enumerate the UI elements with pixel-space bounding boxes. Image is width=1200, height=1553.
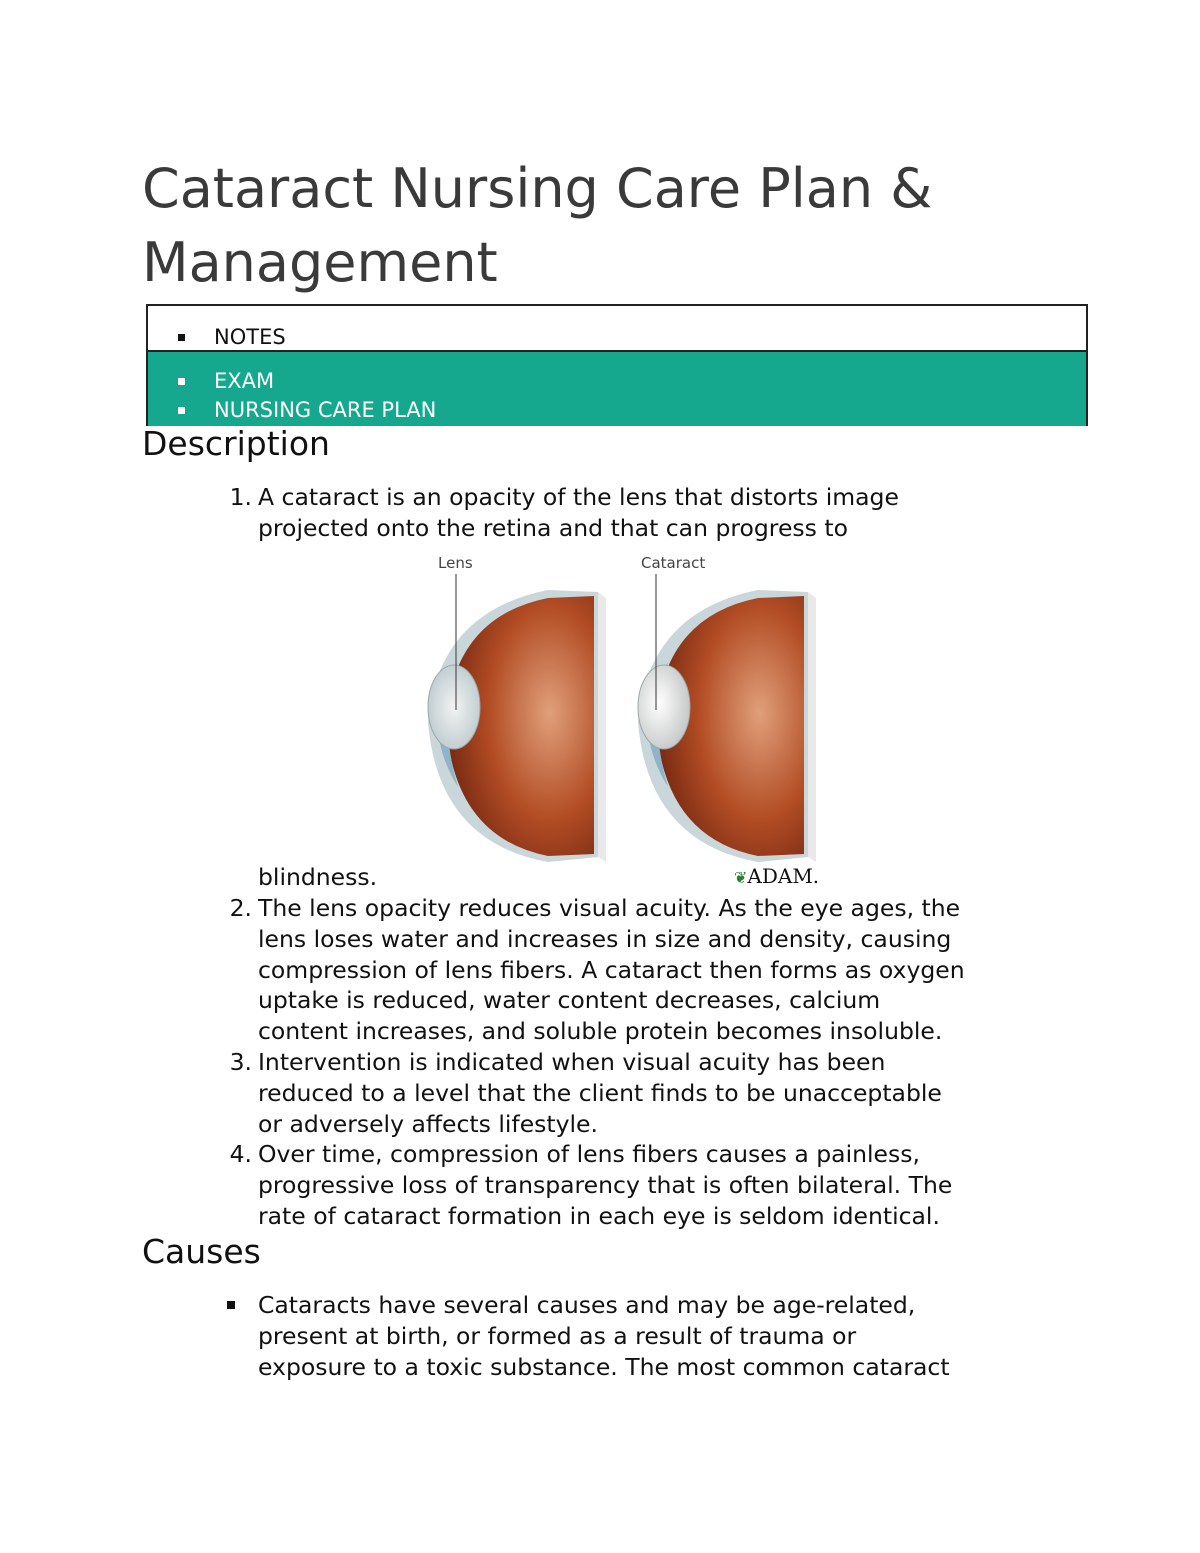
normal-eye [428,574,606,862]
nav-notes-row [146,304,1088,352]
text-line: progressive loss of transparency that is often bilateral. The [258,1170,953,1199]
leaf-icon: ❦ [734,868,748,887]
list-item-continuation [258,862,1068,893]
text-line: Over time, compression of lens fibers causes a painless, [258,1140,920,1168]
list-number: 4. [229,1140,252,1168]
text-line: present at birth, or formed as a result of trauma or [258,1321,857,1350]
nav-item-label: NOTES [214,325,286,349]
text-line: A cataract is an opacity of the lens that distorts image [258,483,899,511]
text-line: Intervention is indicated when visual acuity has been [258,1048,886,1076]
text-line: compression of lens fibers. A cataract then forms as oxygen [258,955,965,984]
list-item [229,1139,1068,1231]
nav-active-panel [146,352,1088,426]
text-line: or adversely affects lifestyle. [258,1109,598,1138]
bullet-icon [178,407,185,414]
section-heading-causes: Causes [142,1232,261,1271]
list-item [258,1290,1068,1382]
list-item [229,893,1068,1047]
figure-label-lens: Lens [438,554,473,572]
bullet-icon [178,334,185,341]
text-line: blindness. [258,863,378,891]
nav-item-notes[interactable] [178,324,286,350]
text-line: rate of cataract formation in each eye is seldom identical. [258,1201,940,1230]
list-item [229,1047,1068,1139]
text-line: exposure to a toxic substance. The most common cataract [258,1352,950,1381]
bullet-icon [178,378,185,385]
list-number: 3. [229,1048,252,1076]
bullet-icon [227,1301,235,1309]
page-title: Cataract Nursing Care Plan & Management [142,157,933,294]
text-line: The lens opacity reduces visual acuity. As the eye ages, the [258,894,961,922]
nav-item-label: EXAM [214,369,275,393]
text-line: Cataracts have several causes and may be age-related, [258,1291,916,1319]
nav-item-exam[interactable] [178,368,274,394]
section-heading-description: Description [142,424,330,463]
list-item [229,482,1068,544]
eye-anatomy-figure [398,552,828,892]
list-number: 1. [229,483,252,511]
cataract-eye [638,574,816,862]
nav-box [146,304,1088,426]
credit-text: ADAM. [747,864,820,888]
list-number: 2. [229,894,252,922]
nav-item-label: NURSING CARE PLAN [214,398,437,422]
eye-illustration [398,552,828,892]
text-line: projected onto the retina and that can progress to [258,513,848,542]
text-line: reduced to a level that the client finds to be unacceptable [258,1078,942,1107]
text-line: uptake is reduced, water content decreases, calcium [258,986,881,1015]
nav-item-nursing-care-plan[interactable] [178,397,436,423]
text-line: lens loses water and increases in size and density, causing [258,924,952,953]
text-line: content increases, and soluble protein becomes insoluble. [258,1017,943,1046]
figure-label-cataract: Cataract [641,554,706,572]
